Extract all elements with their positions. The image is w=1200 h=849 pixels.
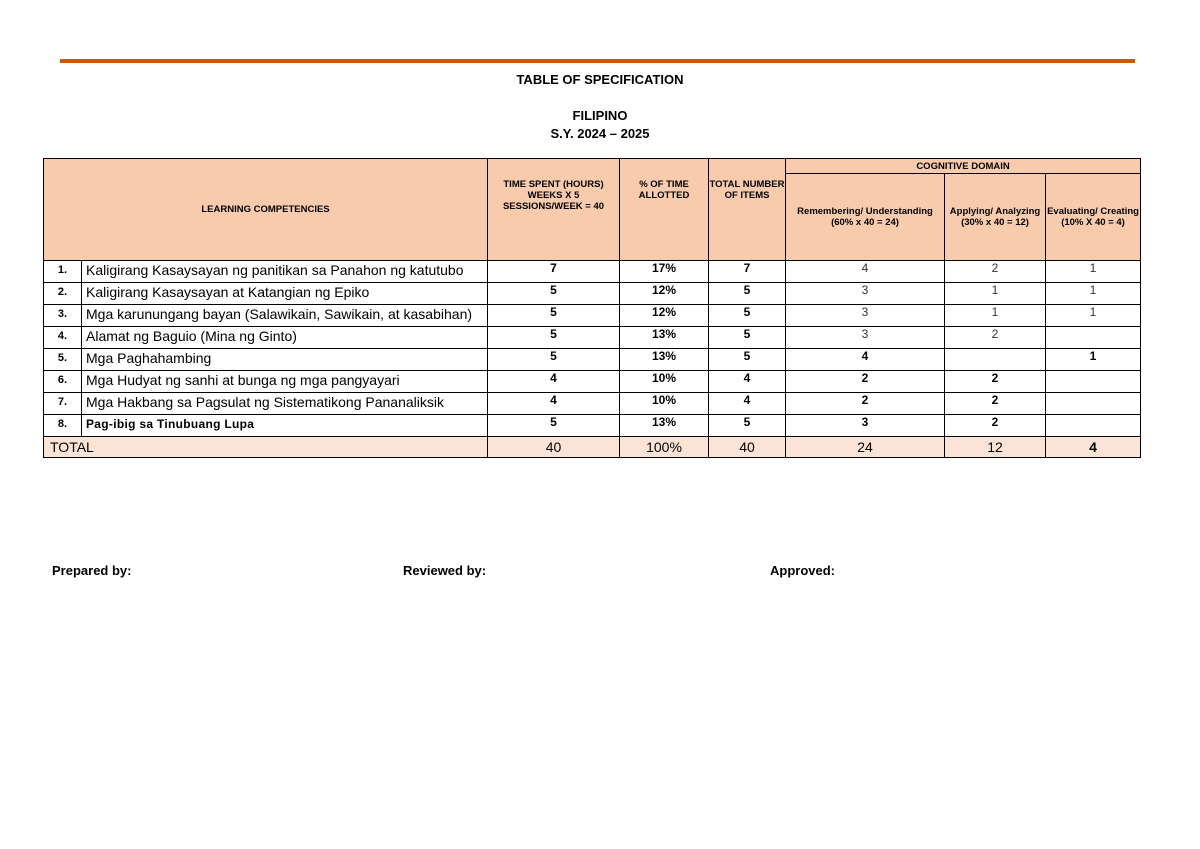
total-label: TOTAL (44, 437, 488, 458)
document-title: TABLE OF SPECIFICATION (516, 72, 684, 87)
remember-cell: 3 (786, 283, 945, 305)
time-cell: 7 (488, 261, 620, 283)
apply-cell: 2 (945, 327, 1046, 349)
remember-cell: 3 (786, 415, 945, 437)
apply-cell: 2 (945, 415, 1046, 437)
remember-cell: 2 (786, 371, 945, 393)
items-cell: 7 (709, 261, 786, 283)
remember-cell: 3 (786, 327, 945, 349)
total-row (44, 437, 1141, 458)
time-cell: 5 (488, 305, 620, 327)
competency-cell: Mga karunungang bayan (Salawikain, Sawikain, at kasabihan) (82, 305, 488, 327)
apply-cell: 1 (945, 283, 1046, 305)
total-apply: 12 (945, 437, 1046, 458)
remember-cell: 4 (786, 349, 945, 371)
row-number: 6. (44, 371, 82, 393)
row-number: 7. (44, 393, 82, 415)
table-row (44, 415, 1141, 437)
total-percent: 100% (620, 437, 709, 458)
time-cell: 5 (488, 327, 620, 349)
remember-cell: 3 (786, 305, 945, 327)
percent-cell: 10% (620, 371, 709, 393)
evaluate-cell: 1 (1046, 261, 1141, 283)
percent-cell: 12% (620, 305, 709, 327)
apply-cell: 2 (945, 261, 1046, 283)
specification-table (43, 158, 1141, 458)
row-number: 5. (44, 349, 82, 371)
competency-cell: Pag-ibig sa Tinubuang Lupa (82, 415, 488, 437)
percent-cell: 12% (620, 283, 709, 305)
total-evaluate: 4 (1046, 437, 1141, 458)
header-total-items: TOTAL NUMBER OF ITEMS (709, 159, 786, 261)
row-number: 8. (44, 415, 82, 437)
total-items: 40 (709, 437, 786, 458)
header-cognitive-domain: COGNITIVE DOMAIN (786, 159, 1141, 174)
header-applying: Applying/ Analyzing (30% x 40 = 12) (945, 174, 1046, 261)
evaluate-cell (1046, 393, 1141, 415)
competency-cell: Mga Paghahambing (82, 349, 488, 371)
header-competencies: LEARNING COMPETENCIES (44, 159, 488, 261)
competency-cell: Mga Hudyat ng sanhi at bunga ng mga pangyayari (82, 371, 488, 393)
row-number: 1. (44, 261, 82, 283)
evaluate-cell: 1 (1046, 349, 1141, 371)
table-row (44, 305, 1141, 327)
evaluate-cell (1046, 327, 1141, 349)
apply-cell (945, 349, 1046, 371)
percent-cell: 13% (620, 415, 709, 437)
time-cell: 5 (488, 283, 620, 305)
evaluate-cell (1046, 371, 1141, 393)
items-cell: 4 (709, 393, 786, 415)
percent-cell: 17% (620, 261, 709, 283)
school-year: S.Y. 2024 – 2025 (550, 126, 650, 141)
percent-cell: 13% (620, 327, 709, 349)
table-row (44, 283, 1141, 305)
competency-cell: Kaligirang Kasaysayan ng panitikan sa Panahon ng katutubo (82, 261, 488, 283)
items-cell: 5 (709, 327, 786, 349)
items-cell: 5 (709, 305, 786, 327)
prepared-by-label: Prepared by: (52, 563, 132, 578)
table-row (44, 371, 1141, 393)
subject-title: FILIPINO (572, 108, 628, 123)
apply-cell: 1 (945, 305, 1046, 327)
row-number: 4. (44, 327, 82, 349)
competency-cell: Kaligirang Kasaysayan at Katangian ng Epiko (82, 283, 488, 305)
table-row (44, 327, 1141, 349)
time-cell: 5 (488, 415, 620, 437)
items-cell: 4 (709, 371, 786, 393)
percent-cell: 10% (620, 393, 709, 415)
remember-cell: 2 (786, 393, 945, 415)
evaluate-cell: 1 (1046, 283, 1141, 305)
reviewed-by-label: Reviewed by: (403, 563, 487, 578)
percent-cell: 13% (620, 349, 709, 371)
time-cell: 4 (488, 371, 620, 393)
apply-cell: 2 (945, 371, 1046, 393)
competency-cell: Alamat ng Baguio (Mina ng Ginto) (82, 327, 488, 349)
header-percent-time: % OF TIME ALLOTTED (620, 159, 709, 261)
items-cell: 5 (709, 283, 786, 305)
table-row (44, 349, 1141, 371)
header-remembering: Remembering/ Understanding (60% x 40 = 24) (786, 174, 945, 261)
time-cell: 5 (488, 349, 620, 371)
header-time-spent: TIME SPENT (HOURS) WEEKS X 5 SESSIONS/WEEK = 40 (488, 159, 620, 261)
evaluate-cell: 1 (1046, 305, 1141, 327)
remember-cell: 4 (786, 261, 945, 283)
header-rule (60, 59, 1135, 63)
approved-label: Approved: (770, 563, 835, 578)
time-cell: 4 (488, 393, 620, 415)
items-cell: 5 (709, 349, 786, 371)
apply-cell: 2 (945, 393, 1046, 415)
header-evaluating: Evaluating/ Creating (10% X 40 = 4) (1046, 174, 1141, 261)
total-time: 40 (488, 437, 620, 458)
row-number: 3. (44, 305, 82, 327)
items-cell: 5 (709, 415, 786, 437)
table-row (44, 393, 1141, 415)
row-number: 2. (44, 283, 82, 305)
total-remember: 24 (786, 437, 945, 458)
competency-cell: Mga Hakbang sa Pagsulat ng Sistematikong Pananaliksik (82, 393, 488, 415)
table-row (44, 261, 1141, 283)
evaluate-cell (1046, 415, 1141, 437)
